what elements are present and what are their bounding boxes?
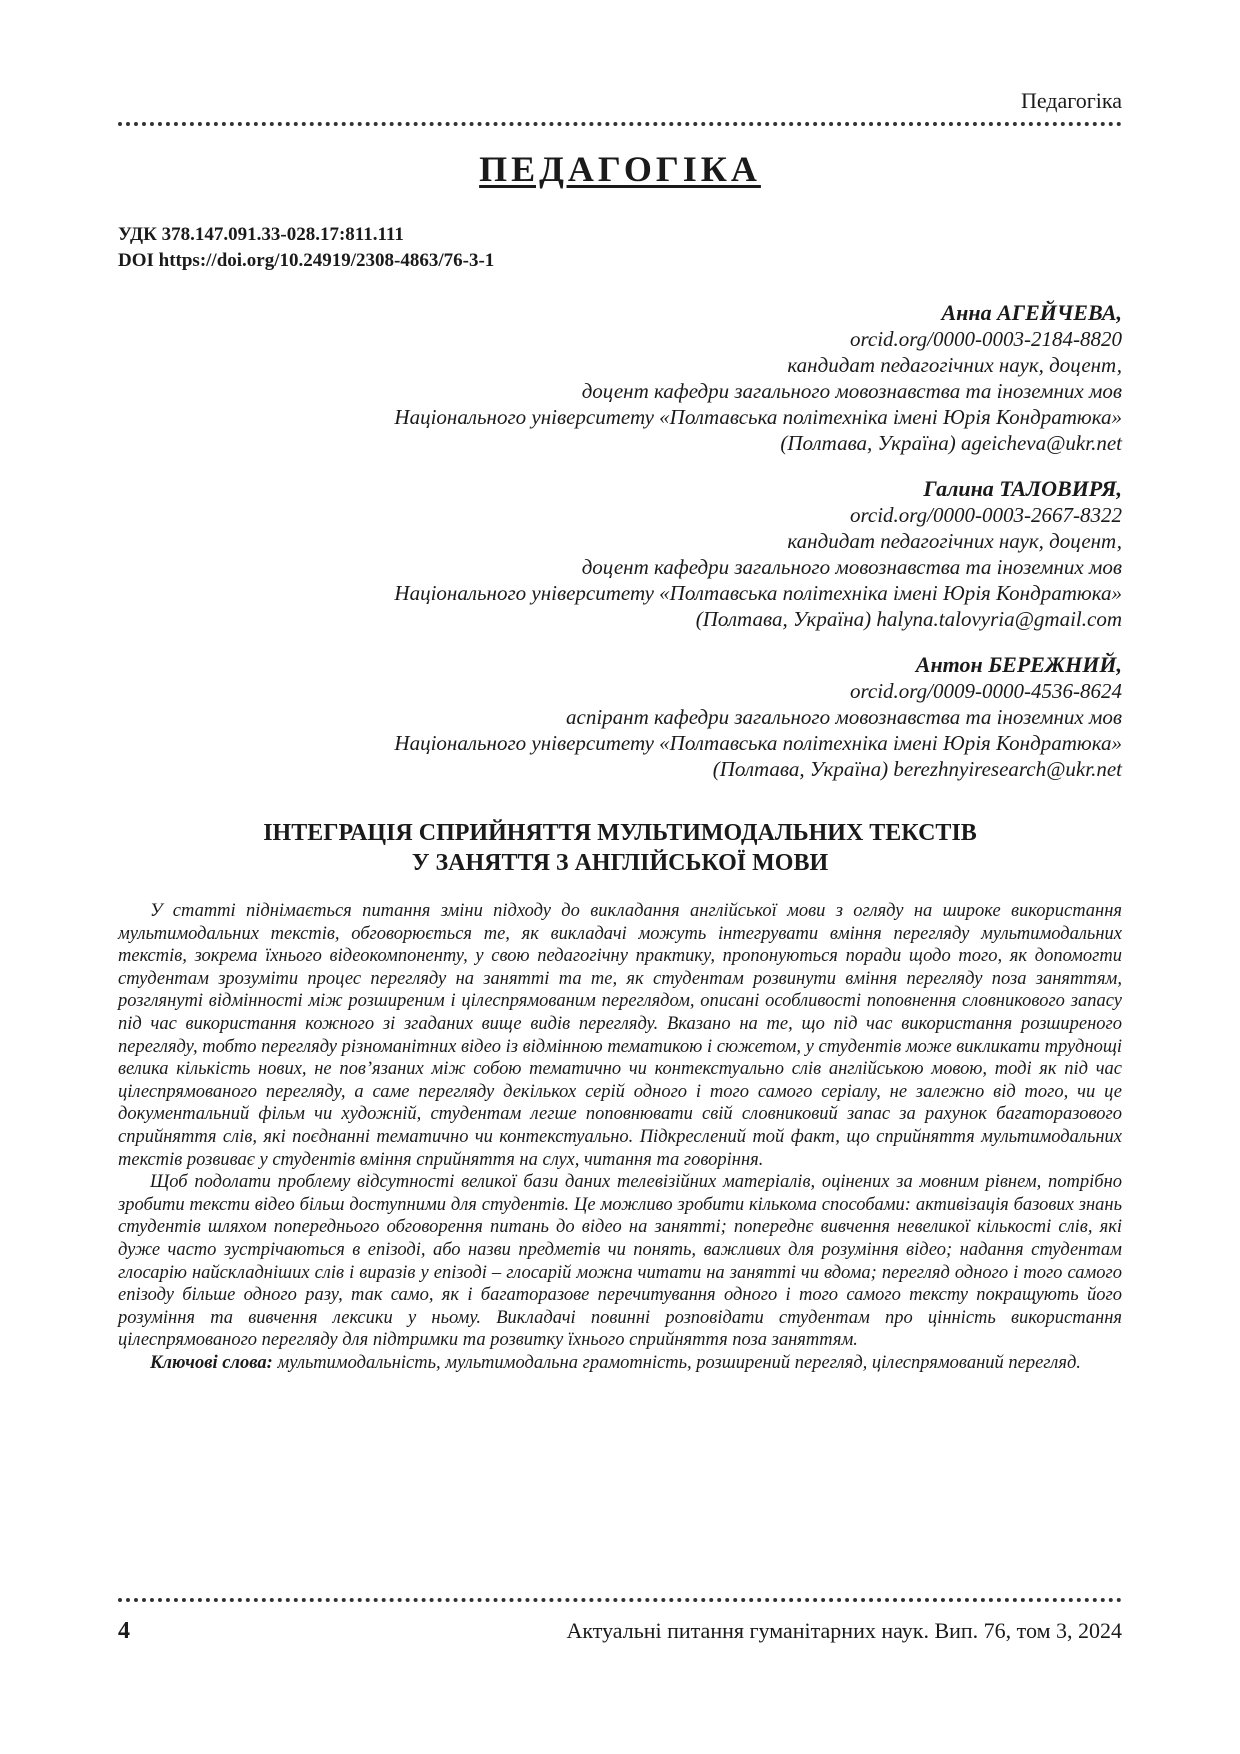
abstract-paragraph: Щоб подолати проблему відсутності великої бази даних телевізійних матеріалів, оцінених за мовним рівнем, потрібно зробити тексти відео більш доступними для студентів. Це можливо зробити кількома способами: активізація базових знань студентів шляхом попереднього обговорення питань до відео на занятті; попереднє вивчення невеликої кількості слів, які дуже часто зустрічаються в епізоді, або назви предметів чи понять, важливих для розуміння відео; надання студентам глосарію найскладніших слів і виразів у епізоді – глосарій можна читати на занятті чи вдома; перегляд одного і того самого епізоду більше одного разу, так само, як і багаторазове перечитування одного і того самого тексту покращують його розуміння та вивчення лексики у ньому. Викладачі повинні розповідати студентам про цінність використання цілеспрямованого перегляду для підтримки та розвитку їхнього сприйняття поза заняттям.	[118, 1172, 1122, 1351]
author-university: Національного університету «Полтавська політехніка імені Юрія Кондратюка»	[394, 581, 1122, 605]
author-position: аспірант кафедри загального мовознавства та іноземних мов	[566, 705, 1122, 729]
keywords-text: мультимодальність, мультимодальна грамотність, розширений перегляд, цілеспрямований перегляд.	[272, 1352, 1081, 1373]
header-dotted-divider	[118, 122, 1122, 126]
author-position: доцент кафедри загального мовознавства та іноземних мов	[581, 379, 1122, 403]
author-university: Національного університету «Полтавська політехніка імені Юрія Кондратюка»	[394, 405, 1122, 429]
article-title	[0, 818, 1240, 878]
author-location-email: (Полтава, Україна) berezhnyiresearch@ukr.net	[712, 757, 1122, 781]
author-card	[122, 476, 1122, 632]
author-orcid[interactable]: orcid.org/0000-0003-2184-8820	[849, 327, 1122, 351]
running-header: Педагогіка	[1020, 88, 1122, 113]
article-title-line: ІНТЕГРАЦІЯ СПРИЙНЯТТЯ МУЛЬТИМОДАЛЬНИХ ТЕКСТІВ	[263, 820, 977, 846]
article-title-line: У ЗАНЯТТЯ З АНГЛІЙСЬКОЇ МОВИ	[411, 850, 829, 876]
authors-block	[122, 300, 1122, 802]
author-name: Антон БЕРЕЖНИЙ,	[915, 652, 1122, 677]
author-university: Національного університету «Полтавська політехніка імені Юрія Кондратюка»	[394, 731, 1122, 755]
author-orcid[interactable]: orcid.org/0009-0000-4536-8624	[849, 679, 1122, 703]
keywords-label: Ключові слова:	[150, 1352, 273, 1373]
doi-link[interactable]: DOI https://doi.org/10.24919/2308-4863/76-3-1	[118, 250, 495, 271]
author-orcid[interactable]: orcid.org/0000-0003-2667-8322	[849, 503, 1122, 527]
udc-code: УДК 378.147.091.33-028.17:811.111	[118, 224, 404, 245]
abstract	[118, 900, 1122, 1374]
article-meta	[118, 222, 494, 274]
section-title: ПЕДАГОГІКА	[479, 149, 761, 189]
author-name: Анна АГЕЙЧЕВА,	[941, 300, 1122, 325]
author-position: доцент кафедри загального мовознавства та іноземних мов	[581, 555, 1122, 579]
author-degree: кандидат педагогічних наук, доцент,	[787, 529, 1122, 553]
journal-citation: Актуальні питання гуманітарних наук. Вип. 76, том 3, 2024	[566, 1618, 1122, 1643]
author-card	[122, 300, 1122, 456]
author-name: Галина ТАЛОВИРЯ,	[923, 476, 1122, 501]
author-card	[122, 652, 1122, 782]
author-location-email: (Полтава, Україна) ageicheva@ukr.net	[780, 431, 1122, 455]
footer-dotted-divider	[118, 1598, 1122, 1602]
abstract-paragraph: У статті піднімається питання зміни підходу до викладання англійської мови з огляду на широке використання мультимодальних текстів, обговорюється те, як викладачі можуть інтегрувати вміння перегляду мультимодальних текстів, зокрема їхнього відеокомпоненту, у свою педагогічну практику, пропонуються поради щодо того, як допомогти студентам зрозуміти процес перегляду на занятті та те, як студентам розвинути вміння перегляду поза заняттям, розглянуті відмінності між розширеним і цілеспрямованим переглядом, описані особливості поповнення словникового запасу під час використання кожного зі згаданих вище видів перегляду. Вказано на те, що під час використання розширеного перегляду, тобто перегляду різноманітних відео із відмінною тематикою і сюжетом, у студентів може викликати труднощі велика кількість нових, не пов’язаних між собою тематично чи контекстуально слів англійською мовою, тоді як під час цілеспрямованого перегляду, а саме перегляду декількох серій одного і того самого серіалу, не залежно від того, чи це документальний фільм чи художній, студентам легше поповнювати свій словниковий запас за рахунок багаторазового сприйняття слів, які поєднанні тематично чи контекстуально. Підкреслений той факт, що сприйняття мультимодальних текстів розвиває у студентів вміння сприйняття на слух, читання та говоріння.	[118, 901, 1122, 1170]
author-degree: кандидат педагогічних наук, доцент,	[787, 353, 1122, 377]
keywords-paragraph	[118, 1352, 1122, 1375]
page-number: 4	[118, 1618, 130, 1644]
author-location-email: (Полтава, Україна) halyna.talovyria@gmail.com	[695, 607, 1122, 631]
